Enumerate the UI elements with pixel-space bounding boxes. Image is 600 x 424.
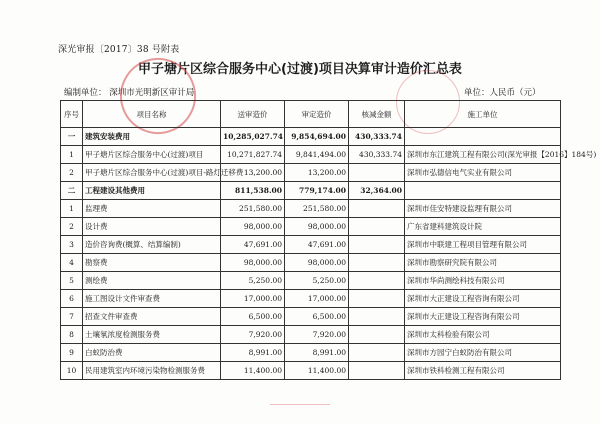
row-approved-cost: 13,200.00 [285, 164, 349, 182]
row-submitted-cost: 10,285,027.74 [221, 128, 285, 146]
header-construction-unit: 施工单位 [405, 101, 561, 128]
row-submitted-cost: 6,500.00 [221, 308, 285, 326]
row-number: 3 [61, 236, 83, 254]
row-approved-cost: 5,250.00 [285, 272, 349, 290]
row-approved-cost: 779,174.00 [285, 182, 349, 200]
row-reduction-amount [349, 272, 405, 290]
row-approved-cost: 9,841,494.00 [285, 146, 349, 164]
row-construction-unit: 深圳市太科检验有限公司 [405, 326, 561, 344]
compiling-unit-value: 深圳市光明新区审计局 [109, 88, 195, 98]
row-reduction-amount [349, 254, 405, 272]
row-number: 5 [61, 272, 83, 290]
row-reduction-amount: 430,333.74 [349, 128, 405, 146]
row-approved-cost: 251,580.00 [285, 200, 349, 218]
table-row [61, 218, 561, 236]
row-number: 4 [61, 254, 83, 272]
table-row [61, 128, 561, 146]
row-approved-cost: 8,991.00 [285, 344, 349, 362]
row-number: 1 [61, 200, 83, 218]
row-project-name: 土壤氡浓度检测服务费 [83, 326, 221, 344]
row-submitted-cost: 13,200.00 [221, 164, 285, 182]
bottom-seal-edge [270, 404, 330, 413]
row-project-name: 勘察费 [83, 254, 221, 272]
row-project-name: 甲子塘片区综合服务中心(过渡)项目 [83, 146, 221, 164]
row-reduction-amount [349, 344, 405, 362]
row-approved-cost: 17,000.00 [285, 290, 349, 308]
row-number: 二 [61, 182, 83, 200]
row-submitted-cost: 5,250.00 [221, 272, 285, 290]
row-project-name: 招查文件审查费 [83, 308, 221, 326]
row-construction-unit: 深圳市大正建设工程咨询有限公司 [405, 308, 561, 326]
row-submitted-cost: 811,538.00 [221, 182, 285, 200]
table-row [61, 200, 561, 218]
row-project-name: 设计费 [83, 218, 221, 236]
row-construction-unit: 深圳市东江建筑工程有限公司(深光审报【2016】184号) [405, 146, 561, 164]
row-project-name: 建筑安装费用 [83, 128, 221, 146]
row-construction-unit: 深圳市华尚测绘科技有限公司 [405, 272, 561, 290]
table-row [61, 362, 561, 380]
row-approved-cost: 98,000.00 [285, 254, 349, 272]
row-construction-unit: 深圳市方园宁白蚁防治有限公司 [405, 344, 561, 362]
table-row [61, 236, 561, 254]
row-number: 1 [61, 146, 83, 164]
table-row [61, 146, 561, 164]
row-approved-cost: 9,854,694.00 [285, 128, 349, 146]
compiling-unit-label: 编制单位： [64, 88, 107, 98]
header-reduction-amount: 核减金额 [349, 101, 405, 128]
row-number: 10 [61, 362, 83, 380]
header-project-name: 项目名称 [83, 101, 221, 128]
row-reduction-amount [349, 236, 405, 254]
row-submitted-cost: 7,920.00 [221, 326, 285, 344]
table-row [61, 344, 561, 362]
row-construction-unit: 深圳市弘德信电气实业有限公司 [405, 164, 561, 182]
row-approved-cost: 11,400.00 [285, 362, 349, 380]
cost-summary-table [60, 100, 597, 380]
row-reduction-amount: 430,333.74 [349, 146, 405, 164]
table-row [61, 290, 561, 308]
row-number: 2 [61, 218, 83, 236]
row-submitted-cost: 47,691.00 [221, 236, 285, 254]
row-reduction-amount [349, 290, 405, 308]
row-reduction-amount [349, 164, 405, 182]
row-submitted-cost: 98,000.00 [221, 254, 285, 272]
row-construction-unit: 深圳市铁科检测工程有限公司 [405, 362, 561, 380]
row-project-name: 民用建筑室内环境污染物检测服务费 [83, 362, 221, 380]
row-submitted-cost: 8,991.00 [221, 344, 285, 362]
row-submitted-cost: 251,580.00 [221, 200, 285, 218]
row-number: 8 [61, 326, 83, 344]
row-reduction-amount [349, 218, 405, 236]
row-submitted-cost: 98,000.00 [221, 218, 285, 236]
row-project-name: 测绘费 [83, 272, 221, 290]
row-construction-unit [405, 128, 561, 146]
header-approved-cost: 审定造价 [285, 101, 349, 128]
table-row [61, 308, 561, 326]
row-project-name: 甲子塘片区综合服务中心(过渡)项目-路灯迁移费 [83, 164, 221, 182]
row-project-name: 监理费 [83, 200, 221, 218]
row-approved-cost: 98,000.00 [285, 218, 349, 236]
table-row [61, 272, 561, 290]
row-reduction-amount [349, 326, 405, 344]
row-reduction-amount [349, 362, 405, 380]
document-title: 甲子塘片区综合服务中心(过渡)项目决算审计造价汇总表 [138, 62, 462, 77]
row-submitted-cost: 11,400.00 [221, 362, 285, 380]
header-no: 序号 [61, 101, 83, 128]
row-reduction-amount: 32,364.00 [349, 182, 405, 200]
row-construction-unit [405, 182, 561, 200]
document-reference: 深光审报〔2017〕38 号附表 [58, 45, 180, 55]
row-number: 7 [61, 308, 83, 326]
row-reduction-amount [349, 200, 405, 218]
row-project-name: 工程建设其他费用 [83, 182, 221, 200]
table-row [61, 254, 561, 272]
row-number: 2 [61, 164, 83, 182]
table-header-row [61, 101, 561, 128]
header-submitted-cost: 送审造价 [221, 101, 285, 128]
row-number: 6 [61, 290, 83, 308]
row-construction-unit: 深圳市勘察研究院有限公司 [405, 254, 561, 272]
row-construction-unit: 广东省建科建筑设计院 [405, 218, 561, 236]
row-approved-cost: 7,920.00 [285, 326, 349, 344]
row-project-name: 白蚁防治费 [83, 344, 221, 362]
row-construction-unit: 深圳市佳安特建设监理有限公司 [405, 200, 561, 218]
row-submitted-cost: 10,271,827.74 [221, 146, 285, 164]
row-construction-unit: 深圳市大正建设工程咨询有限公司 [405, 290, 561, 308]
row-reduction-amount [349, 308, 405, 326]
table-row [61, 164, 561, 182]
table-row [61, 182, 561, 200]
currency-unit: 单位：人民币（元） [464, 88, 541, 98]
row-approved-cost: 6,500.00 [285, 308, 349, 326]
row-submitted-cost: 17,000.00 [221, 290, 285, 308]
row-number: 一 [61, 128, 83, 146]
table-row [61, 326, 561, 344]
row-number: 9 [61, 344, 83, 362]
row-approved-cost: 47,691.00 [285, 236, 349, 254]
row-construction-unit: 深圳市中联建工程项目管理有限公司 [405, 236, 561, 254]
row-project-name: 施工图设计文件审查费 [83, 290, 221, 308]
row-project-name: 造价咨询费(概算、结算编制) [83, 236, 221, 254]
